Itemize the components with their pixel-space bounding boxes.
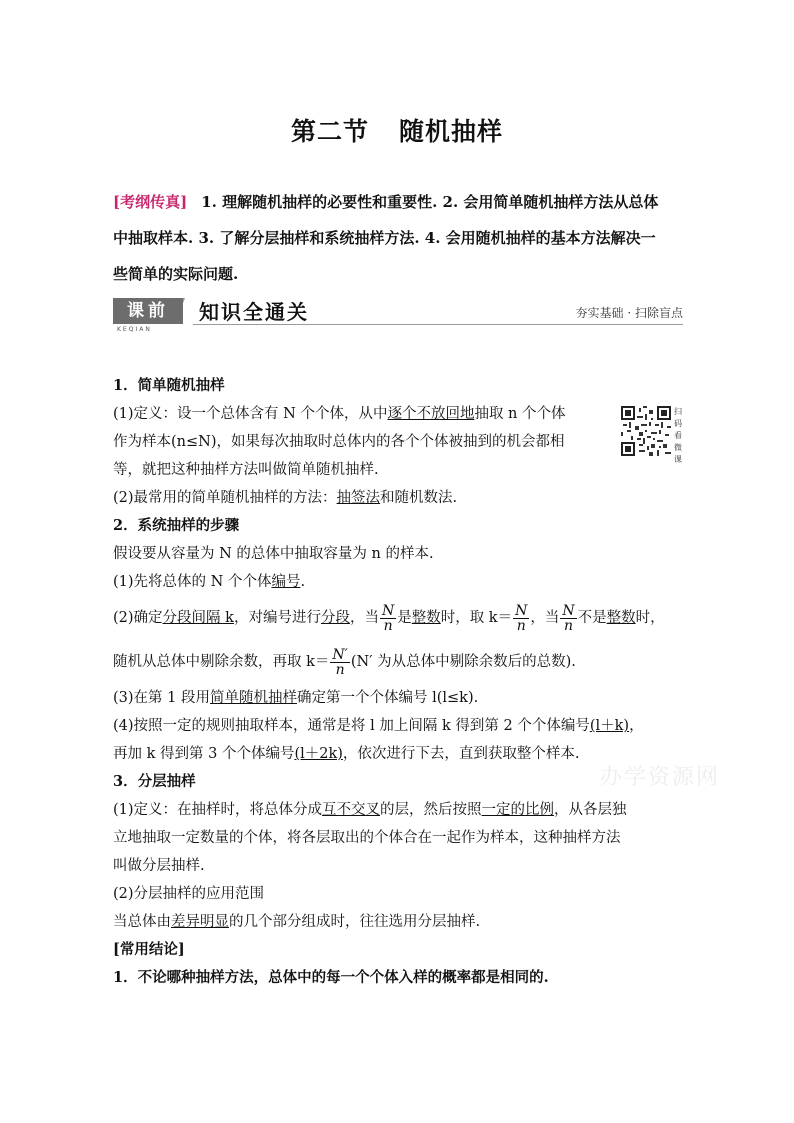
paragraph-line: (4)按照一定的规则抽取样本，通常是将 l 加上间隔 k 得到第 2 个个体编号(l＋k)， <box>113 718 644 734</box>
paragraph-line: 当总体由差异明显的几个部分组成时，往往选用分层抽样. <box>113 914 481 930</box>
fraction-n-over-n: $\frac{N}{n}$ <box>381 602 395 634</box>
paragraph-line: (3)在第 1 段用简单随机抽样确定第一个个体编号 l(l≤k). <box>113 690 479 706</box>
fraction-n-over-n: $\frac{N}{n}$ <box>562 602 575 634</box>
syllabus-line: 中抽取样本. 3. 了解分层抽样和系统抽样方法. 4. 会用随机抽样的基本方法解决一 <box>113 229 656 247</box>
common-conclusion-item: 1．不论哪种抽样方法，总体中的每一个个体入样的概率都是相同的. <box>113 969 549 986</box>
paragraph-line: 假设要从容量为 N 的总体中抽取容量为 n 的样本. <box>113 546 434 562</box>
syllabus-tag: [考纲传真] <box>113 193 188 211</box>
paragraph-line: (2)确定分段间隔 k，对编号进行分段，当 $\frac{N}{n}$ 是整数时，取 k＝ $\frac{N}{n}$ ，当 $\frac{N}{n}$ 不是整数时， <box>113 602 665 634</box>
paragraph-line: (1)先将总体的 N 个个体编号. <box>113 574 306 590</box>
common-conclusion-tag: [常用结论] <box>113 941 185 958</box>
paragraph-line: (1)定义：在抽样时，将总体分成互不交叉的层，然后按照一定的比例，从各层独 <box>113 802 627 818</box>
fraction-nprime-over-n: $\frac{N'}{n}$ <box>332 646 348 678</box>
paragraph-line: 随机从总体中剔除余数，再取 k＝ $\frac{N'}{n}$ (N′ 为从总体中剔除余数后的总数). <box>113 646 576 678</box>
paragraph-line: 叫做分层抽样. <box>113 858 205 874</box>
paragraph-line: (2)最常用的简单随机抽样的方法：抽签法和随机数法. <box>113 490 458 506</box>
watermark: 办学资源网 <box>600 765 721 790</box>
section-title: 随机抽样 <box>399 117 504 146</box>
paragraph-line: 作为样本(n≤N)，如果每次抽取时总体内的各个个体被抽到的机会都相 <box>113 434 565 450</box>
page-title <box>0 112 794 148</box>
paragraph-line: 立地抽取一定数量的个体，将各层取出的个体合在一起作为样本，这种抽样方法 <box>113 830 621 846</box>
syllabus-line: 些简单的实际问题. <box>113 265 239 283</box>
section-heading: 2．系统抽样的步骤 <box>113 517 240 534</box>
section-banner <box>113 296 683 336</box>
section-number: 第二节 <box>290 117 369 146</box>
banner-heading: 知识全通关 <box>199 300 309 324</box>
paragraph-line: (1)定义：设一个总体含有 N 个个体，从中逐个不放回地抽取 n 个个体 <box>113 406 566 422</box>
qr-code-label: 扫码看微课 <box>674 407 682 464</box>
paragraph-line: 等，就把这种抽样方法叫做简单随机抽样. <box>113 462 379 478</box>
content-body <box>113 372 681 992</box>
section-heading: 3．分层抽样 <box>113 773 196 790</box>
banner-divider <box>193 324 683 325</box>
banner-badge-sub: KEQIAN <box>117 326 152 333</box>
paragraph-line: 再加 k 得到第 3 个个体编号(l＋2k)，依次进行下去，直到获取整个样本. <box>113 746 580 762</box>
banner-badge: 课前 <box>113 298 183 324</box>
syllabus-outline <box>113 184 683 292</box>
syllabus-line: 1. 理解随机抽样的必要性和重要性. 2. 会用简单随机抽样方法从总体 <box>201 193 659 211</box>
section-heading: 1．简单随机抽样 <box>113 377 225 394</box>
fraction-n-over-n: $\frac{N}{n}$ <box>515 602 528 634</box>
paragraph-line: (2)分层抽样的应用范围 <box>113 886 265 902</box>
banner-slogan: 夯实基础 · 扫除盲点 <box>575 306 683 320</box>
